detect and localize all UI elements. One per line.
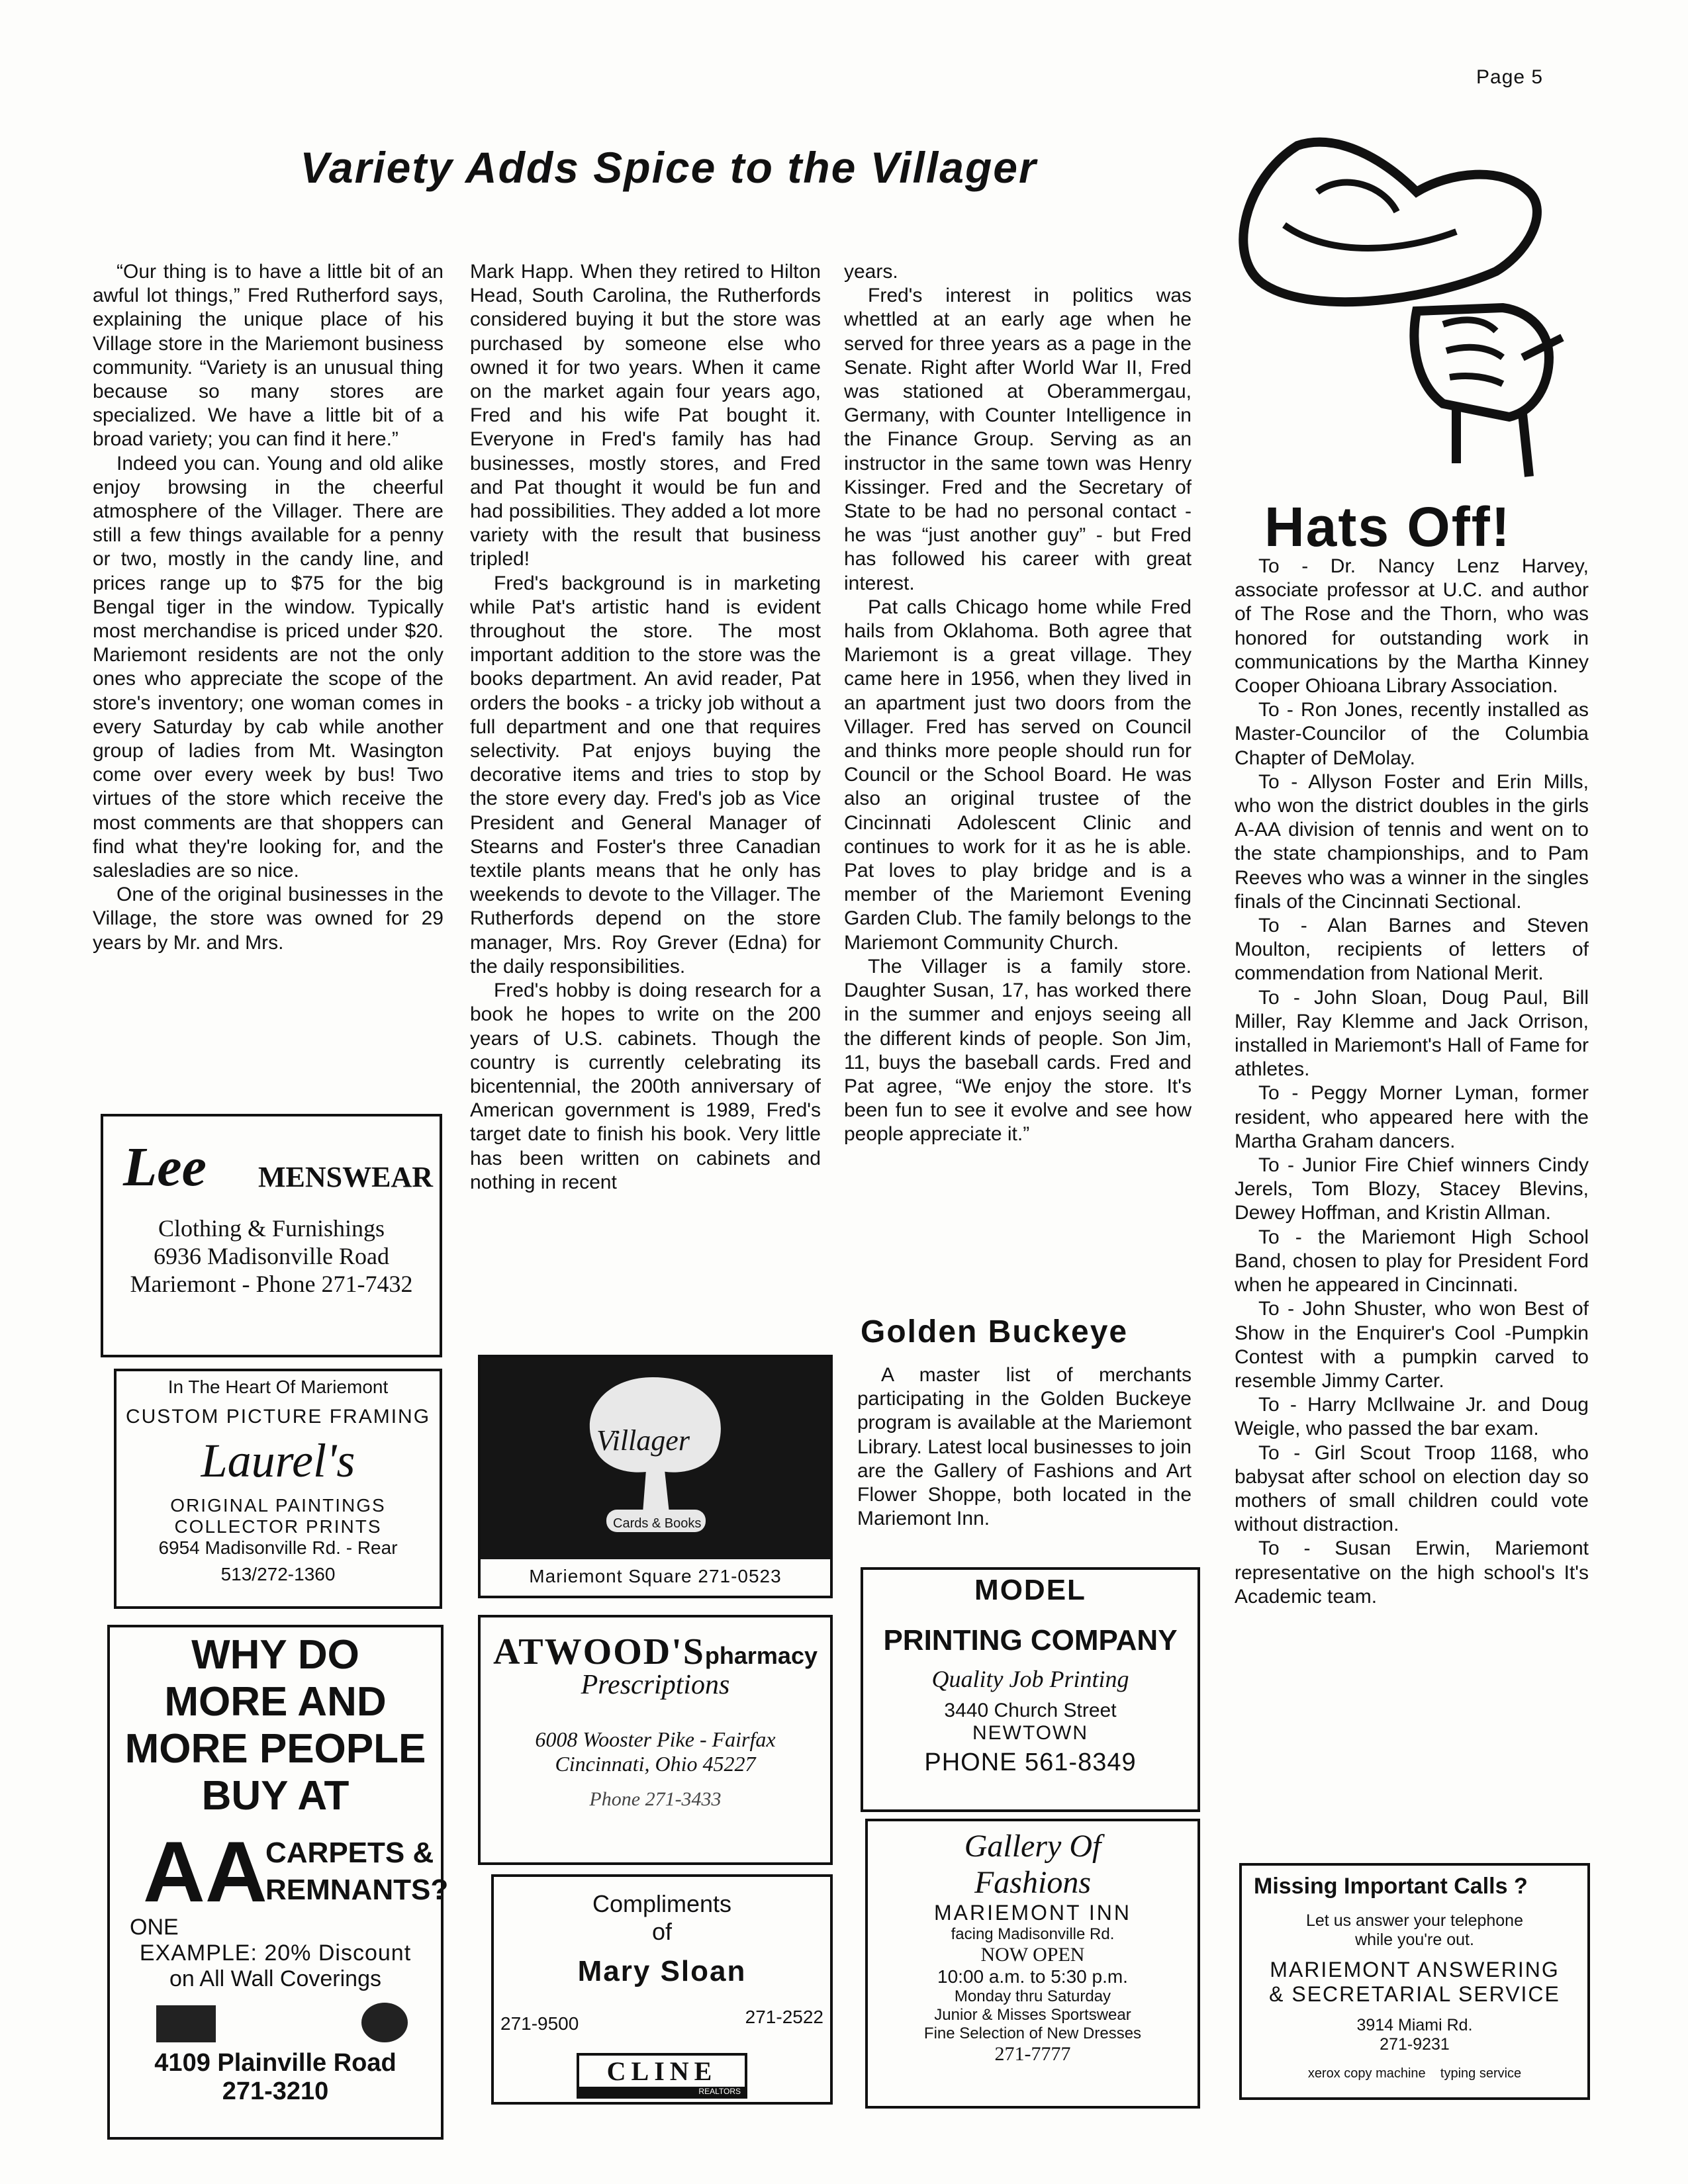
model-tagline: Quality Job Printing — [931, 1666, 1129, 1692]
carpet-swatch-icon — [156, 2005, 216, 2042]
answering-name2: & SECRETARIAL SERVICE — [1269, 1982, 1560, 2006]
sloan-name: Mary Sloan — [577, 1955, 747, 1987]
laurels-line1: In The Heart Of Mariemont — [167, 1377, 389, 1397]
aa-headline-1: WHY DO — [191, 1632, 359, 1678]
laurels-line2: CUSTOM PICTURE FRAMING — [125, 1406, 431, 1428]
golden-buckeye-text — [857, 1363, 1192, 1531]
hats-off-title: Hats Off! — [1264, 496, 1511, 558]
hats-off-item: To - the Mariemont High School Band, chosen to play for President Ford when he appeared in Cincinnati. — [1235, 1226, 1589, 1297]
gallery-line3: MARIEMONT INN — [934, 1901, 1131, 1925]
model-address1: 3440 Church Street — [944, 1700, 1117, 1721]
aa-side-2: REMNANTS? — [265, 1874, 449, 1906]
page-number: Page 5 — [1476, 66, 1544, 88]
ad-laurels-framing — [114, 1369, 442, 1609]
sloan-line1: Compliments — [592, 1890, 732, 1917]
atwoods-script: Prescriptions — [581, 1670, 730, 1700]
answering-line2: while you're out. — [1355, 1931, 1474, 1949]
ad-villager — [478, 1355, 833, 1598]
atwoods-phone: Phone 271-3433 — [589, 1788, 722, 1810]
atwoods-line1: 6008 Wooster Pike - Fairfax — [535, 1727, 776, 1751]
ad-mary-sloan — [491, 1874, 833, 2105]
article-column-3 — [844, 260, 1192, 1147]
article-paragraph: Fred's background is in marketing while Pat's artistic hand is evident throughout the store. The most important addition to the store was the books department. An avid reader, Pat orders the books - a tricky job without a full department and one that requires selectivity. Pat enjoys buying the decorative items and tries to stop by the store every day. Fred's job as Vice President and General Manager of Stearns and Foster's three Canadian textile plants means that he only has weekends to devote to the Villager. The Rutherfords depend on the store manager, Mrs. Roy Grever (Edna) for the daily responsibilities. — [470, 572, 821, 978]
answering-line1: Let us answer your telephone — [1306, 1911, 1523, 1930]
cline-logo — [577, 2053, 747, 2099]
aa-headline-4: BUY AT — [201, 1773, 350, 1819]
aa-side-1: CARPETS & — [265, 1837, 434, 1869]
hats-off-item: To - Alan Barnes and Steven Moulton, recipients of letters of commendation from National Merit. — [1235, 915, 1589, 985]
gallery-line2: Fashions — [974, 1865, 1091, 1900]
atwoods-line2: Cincinnati, Ohio 45227 — [555, 1752, 756, 1776]
gallery-line9: Fine Selection of New Dresses — [923, 2025, 1142, 2042]
lee-line2: 6936 Madisonville Road — [154, 1243, 389, 1269]
laurels-logo: Laurel's — [201, 1434, 355, 1487]
hats-off-item: To - Girl Scout Troop 1168, who babysat after school on election day so mothers of small children could vote without distraction. — [1235, 1441, 1589, 1536]
model-phone: PHONE 561-8349 — [924, 1749, 1137, 1776]
gallery-line6: 10:00 a.m. to 5:30 p.m. — [937, 1966, 1128, 1987]
aa-headline-2: MORE AND — [164, 1679, 387, 1725]
gallery-line8: Junior & Misses Sportswear — [934, 2006, 1131, 2024]
article-paragraph: years. — [844, 261, 898, 283]
laurels-line5: 6954 Madisonville Rd. - Rear — [158, 1537, 398, 1558]
ad-model-printing — [861, 1567, 1200, 1812]
answering-name1: MARIEMONT ANSWERING — [1270, 1958, 1560, 1981]
laurels-line4: COLLECTOR PRINTS — [174, 1516, 382, 1537]
cline-logo-sub: REALTORS — [579, 2087, 745, 2096]
hats-off-item: To - Allyson Foster and Erin Mills, who won the district doubles in the girls A-AA division of tennis and went on to the state championships, and to Pam Reeves who was a winner in the singles finals of the Cincinnati Sectional. — [1235, 770, 1589, 913]
villager-sub-text: Cards & Books — [613, 1516, 702, 1531]
lee-name: MENSWEAR — [258, 1161, 433, 1193]
model-line2: PRINTING COMPANY — [883, 1624, 1178, 1657]
gallery-line1: Gallery Of — [964, 1829, 1102, 1864]
gallery-line4: facing Madisonville Rd. — [951, 1925, 1115, 1943]
aa-line-1: ONE — [130, 1915, 179, 1940]
article-headline: Variety Adds Spice to the Villager — [300, 143, 1037, 192]
hats-off-item: To - John Shuster, who won Best of Show in the Enquirer's Cool -Pumpkin Contest with a pumpkin carved to resemble Jimmy Carter. — [1235, 1298, 1589, 1392]
article-column-2 — [470, 260, 821, 1195]
aa-line-3: on All Wall Coverings — [169, 1966, 381, 1991]
answering-title: Missing Important Calls ? — [1254, 1874, 1528, 1899]
atwoods-name: ATWOOD'S — [493, 1631, 705, 1672]
article-paragraph: Mark Happ. When they retired to Hilton Head, South Carolina, the Rutherfords considered buying it but the store was purchased by someone else who owned it for two years. When it came on the market again four years ago, Fred and his wife Pat bought it. Everyone in Fred's family has had businesses, mostly stores, and Fred and Pat thought it would be fun and had possibilities. They added a lot more variety with the result that business tripled! — [470, 261, 821, 570]
article-paragraph: Fred's interest in politics was whettled at an early age when he served for three years as a page in the Senate. Right after World War II, Fred was stationed at Oberammergau, Germany, with Counter Intelligence in the Finance Group. Serving as an instructor in the same town was Henry Kissinger. Fred and the Secretary of State to be had no personal contact - he was “just another guy” - but Fred has followed his career with great interest. — [844, 285, 1192, 594]
hats-off-item: To - Harry McIlwaine Jr. and Doug Weigle, who passed the bar exam. — [1235, 1394, 1589, 1440]
hats-off-item: To - Susan Erwin, Mariemont representative on the high school's It's Academic team. — [1235, 1537, 1589, 1608]
ad-aa-carpets — [107, 1625, 449, 2140]
lee-line1: Clothing & Furnishings — [158, 1215, 385, 1242]
answering-footer: xerox copy machine typing service — [1307, 2066, 1522, 2081]
article-column-1 — [93, 260, 444, 955]
article-paragraph: The Villager is a family store. Daughter Susan, 17, has worked there in the summer and enjoys seeing all the different kinds of people. Son Jim, 11, buys the baseball cards. Fred and Pat agree, “We enjoy the store. It's been fun to see it evolve and see how people appreciate it.” — [844, 955, 1192, 1146]
article-paragraph: “Our thing is to have a little bit of an awful lot things,” Fred Rutherford says, explaining the unique place of his Village store in the Mariemont business community. “Variety is an unusual thing because so many stores are specialized. We have a little bit of a broad variety; you can find it here.” — [93, 261, 444, 451]
hats-off-item: To - Junior Fire Chief winners Cindy Jerels, Tom Blozy, Stacey Blevins, Dewey Hoffman, and Kristin Allman. — [1235, 1154, 1589, 1224]
villager-logo-text: Villager — [596, 1424, 690, 1457]
aa-line-2: EXAMPLE: 20% Discount — [139, 1940, 412, 1966]
sloan-phone-1: 271-9500 — [500, 2013, 579, 2034]
ad-mariemont-answering — [1239, 1863, 1590, 2100]
answering-address: 3914 Miami Rd. — [1356, 2016, 1473, 2034]
gallery-phone: 271-7777 — [994, 2043, 1071, 2065]
lee-line3: Mariemont - Phone 271-7432 — [130, 1271, 413, 1297]
ad-lee-menswear — [101, 1114, 442, 1357]
article-paragraph: Fred's hobby is doing research for a book he hopes to write on the 200 years of U.S. cabinets. Though the country is currently celebrating its bicentennial, the 200th anniversary of American government is 1989, Fred's target date to finish his book. Very little has been written on cabinets and nothing in recent — [470, 979, 821, 1193]
ad-gallery-of-fashions — [865, 1819, 1200, 2109]
answering-phone: 271-9231 — [1380, 2035, 1450, 2054]
aa-headline-3: MORE PEOPLE — [124, 1726, 426, 1772]
golden-buckeye-title: Golden Buckeye — [861, 1314, 1129, 1349]
hats-off-item: To - Ron Jones, recently installed as Master-Councilor of the Columbia Chapter of DeMolay. — [1235, 699, 1589, 769]
model-address2: NEWTOWN — [972, 1722, 1089, 1744]
cline-logo-text: CLINE — [606, 2056, 718, 2086]
article-paragraph: One of the original businesses in the Village, the store was owned for 29 years by Mr. and Mrs. — [93, 884, 444, 954]
villager-address: Mariemont Square 271-0523 — [529, 1566, 782, 1586]
laurels-line3: ORIGINAL PAINTINGS — [170, 1495, 386, 1516]
villager-logo-panel — [481, 1357, 830, 1559]
hats-off-column — [1235, 555, 1589, 1609]
laurels-phone: 513/272-1360 — [220, 1564, 336, 1584]
aa-logo: AA — [143, 1823, 267, 1920]
ad-atwoods-pharmacy — [478, 1615, 833, 1865]
badge-icon — [361, 2003, 408, 2042]
hat-in-hand-illustration — [1218, 119, 1589, 503]
hats-off-item: To - John Sloan, Doug Paul, Bill Miller, Ray Klemme and Jack Orrison, installed in Mariemont's Hall of Fame for athletes. — [1235, 986, 1589, 1081]
article-paragraph: Pat calls Chicago home while Fred hails from Oklahoma. Both agree that Mariemont is a great village. They came here in 1956, when they lived in an apartment just two doors from the Villager. Fred has served on Council and thinks more people should run for Council or the School Board. He was also an original trustee of the Cincinnati Adolescent Clinic and continues to work for it as he is able. Pat loves to play bridge and is a member of the Mariemont Evening Garden Club. The family belongs to the Mariemont Community Church. — [844, 596, 1192, 954]
lee-logo: Lee — [123, 1136, 207, 1198]
hats-off-item: To - Peggy Morner Lyman, former resident, who appeared here with the Martha Graham dancers. — [1235, 1082, 1589, 1152]
gallery-line5: NOW OPEN — [980, 1944, 1085, 1966]
sloan-line2: of — [651, 1918, 673, 1945]
model-line1: MODEL — [974, 1574, 1086, 1606]
article-paragraph: Indeed you can. Young and old alike enjoy browsing in the cheerful atmosphere of the Villager. There are still a few things available for a penny or two, mostly in the candy line, and prices range up to $75 for the big Bengal tiger in the window. Typically most merchandise is priced under $20. Mariemont residents are not the only ones who appreciate the scope of the store's inventory; one woman comes in every Saturday by cab while another group of ladies from Mt. Wasington come over every week by bus! Two virtues of the store which receive the most comments are that shoppers can find what they're looking for, and the salesladies are so nice. — [93, 452, 444, 882]
aa-address: 4109 Plainville Road — [154, 2049, 397, 2077]
gallery-line7: Monday thru Saturday — [954, 1987, 1111, 2005]
aa-phone: 271-3210 — [222, 2077, 329, 2105]
golden-buckeye-paragraph: A master list of merchants participating in the Golden Buckeye program is available at the Mariemont Library. Latest local businesses to join are the Gallery of Fashions and Art Flower Shoppe, both located in the Mariemont Inn. — [857, 1364, 1192, 1530]
atwoods-pharmacy: pharmacy — [704, 1642, 818, 1669]
sloan-phone-2: 271-2522 — [745, 2007, 823, 2027]
hats-off-item: To - Dr. Nancy Lenz Harvey, associate professor at U.C. and author of The Rose and the Thorn, who was honored for outstanding work in communications by the Martha Kinney Cooper Ohioana Library Association. — [1235, 555, 1589, 698]
